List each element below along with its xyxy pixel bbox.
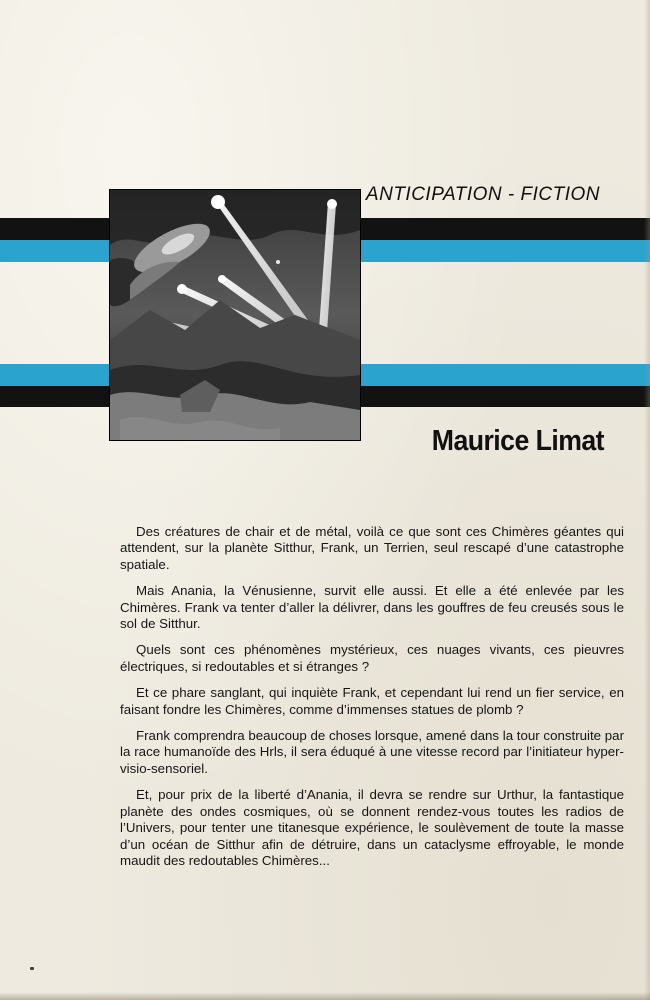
sci-fi-lighthouse-beams-illustration-icon (110, 190, 360, 440)
paper-speck (30, 967, 34, 970)
blurb-paragraph: Des créatures de chair et de métal, voilà ce que sont ces Chimères géantes qui attendent, sur la planète Sitthur, Frank, un Terrien, seul rescapé d’une catastrophe spatiale. (120, 524, 624, 572)
series-label: ANTICIPATION - FICTION (365, 184, 600, 205)
blurb-paragraph: Et, pour prix de la liberté d’Anania, il devra se rendre sur Urthur, la fantastique planète des ondes cosmiques, où se donnent rendez-vous toutes les radios de l’Univers, pour tenter une titanesque expérience, le soulèvement de toute la masse d’un océan de Sitthur afin de détruire, dans un cataclysme effroyable, le monde maudit des redoutables Chimères... (120, 787, 624, 868)
blurb-paragraph: Quels sont ces phénomènes mystérieux, ces nuages vivants, ces pieuvres électriques, si redoutables et si étranges ? (120, 642, 624, 674)
paper-edge-shadow (644, 0, 650, 1000)
paper-edge-shadow-bottom (0, 992, 650, 1000)
cover-illustration (110, 190, 360, 440)
blurb-paragraph: Et ce phare sanglant, qui inquiète Frank, et cependant lui rend un fier service, en faisant fondre les Chimères, comme d’immenses statues de plomb ? (120, 685, 624, 717)
author-name: Maurice Limat (431, 425, 604, 457)
blurb-text (120, 524, 624, 879)
blurb-paragraph: Frank comprendra beaucoup de choses lorsque, amené dans la tour construite par la race humanoïde des Hrls, il sera éduqué à une vitesse record par l’initiateur hyper-visio-sensoriel. (120, 728, 624, 776)
blurb-paragraph: Mais Anania, la Vénusienne, survit elle aussi. Et elle a été enlevée par les Chimères. Frank va tenter d’aller la délivrer, dans les gouffres de feu creusés sous le sol de Sitthur. (120, 583, 624, 632)
